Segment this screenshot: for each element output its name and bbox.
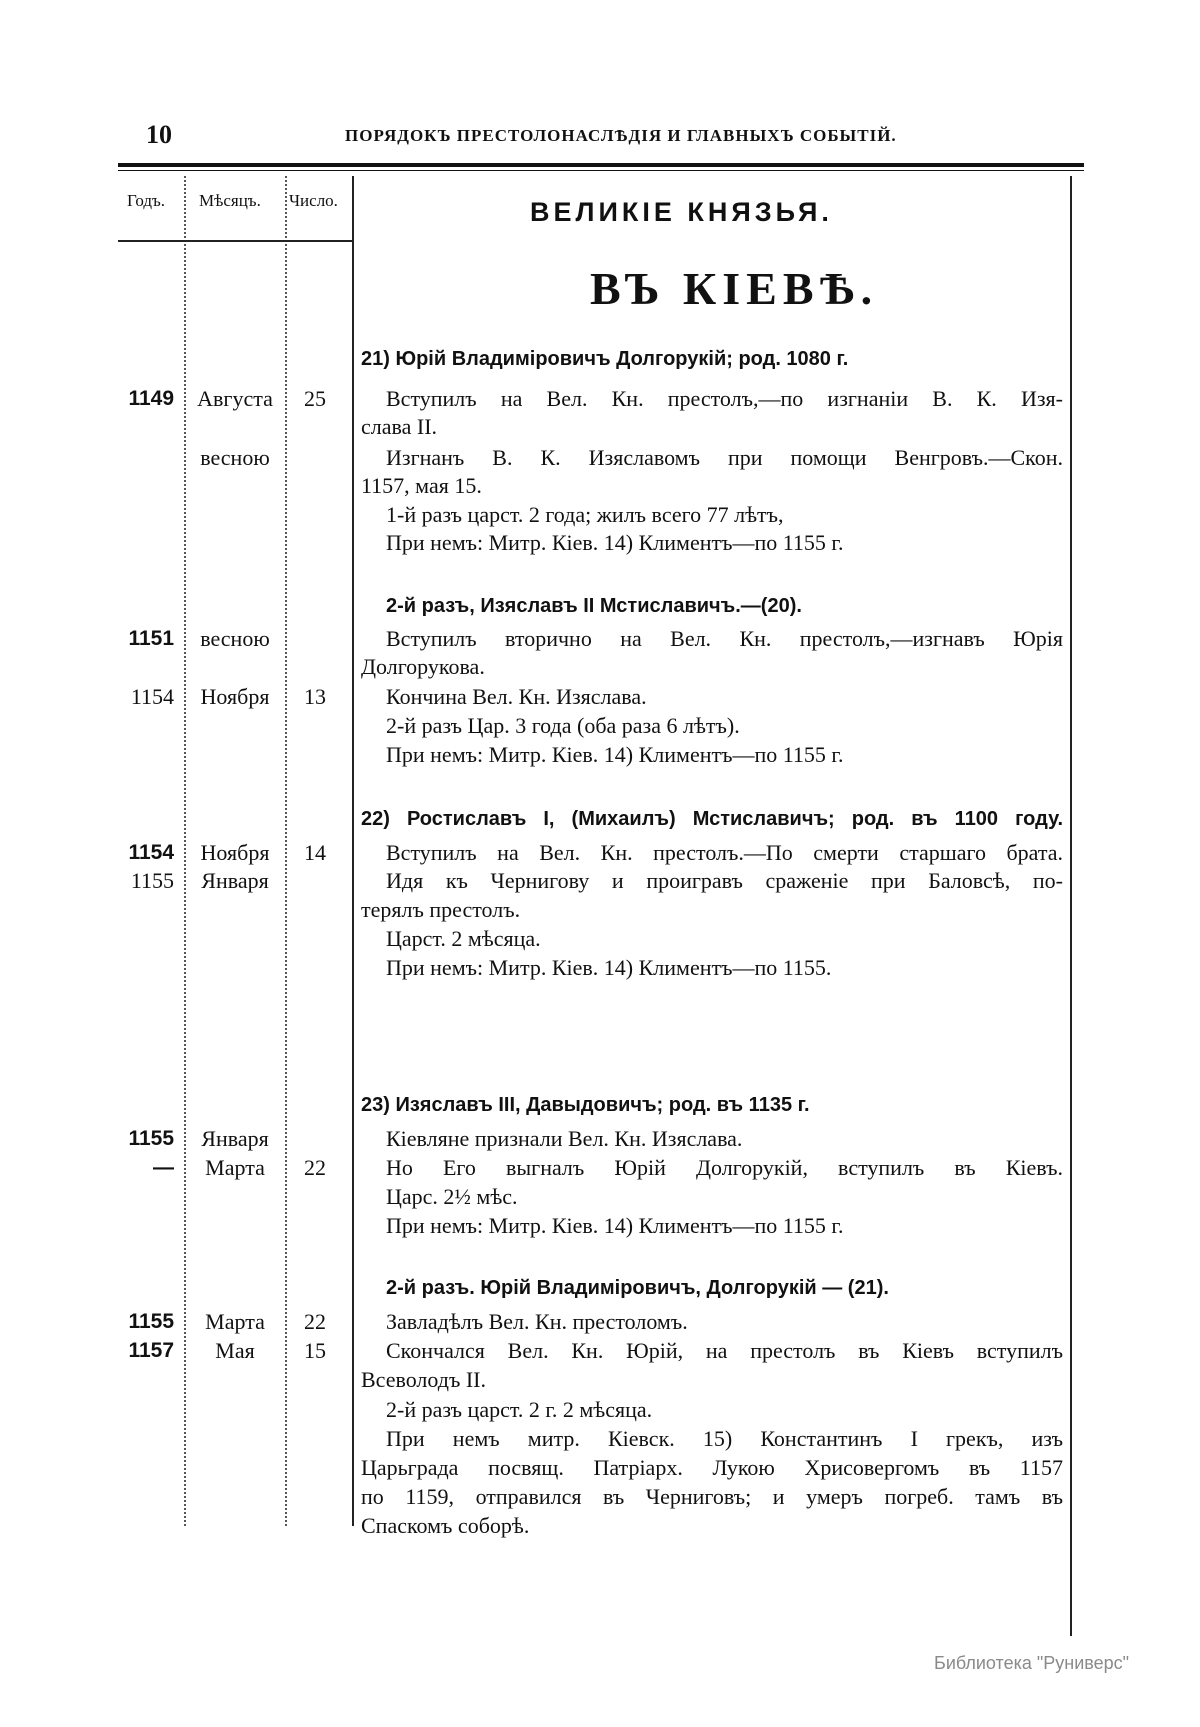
section-title: ВЕЛИКІЕ КНЯЗЬЯ. (530, 197, 833, 227)
entry-line: Спаскомъ соборѣ. (361, 1513, 530, 1538)
header-rule (118, 163, 1084, 167)
column-head-year: Годъ. (127, 191, 166, 210)
page-number: 10 (146, 120, 172, 149)
entry-line: 1149 Августа 25 Вступилъ на Вел. Кн. престолъ,—по изгнаніи В. К. Изя- (128, 386, 1063, 411)
entry-line: — Марта 22 Но Его выгналъ Юрій Долгорукій, вступилъ въ Кіевъ. (153, 1155, 1063, 1180)
entry-line: 23) Изяславъ III, Давыдовичъ; род. въ 1135 г. (361, 1094, 810, 1116)
entry-line: При немъ: Митр. Кіев. 14) Климентъ—по 1155 г. (386, 530, 844, 555)
entry-line: 1155 Марта 22 Завладѣлъ Вел. Кн. престоломъ. (128, 1309, 688, 1334)
entry-line: 1157, мая 15. (361, 473, 482, 498)
section-subtitle: ВЪ КІЕВѢ. (590, 263, 879, 314)
entry-line: 1155 Января Кіевляне признали Вел. Кн. Изяслава. (128, 1126, 743, 1151)
entry-line: 1151 весною Вступилъ вторично на Вел. Кн. престолъ,—изгнавъ Юрія (128, 626, 1063, 651)
entry-line: Царс. 2½ мѣс. (386, 1184, 518, 1209)
entry-line: 2-й разъ Цар. 3 года (оба раза 6 лѣтъ). (386, 713, 740, 738)
entry-line: 1154 Ноября 13 Кончина Вел. Кн. Изяслава. (130, 684, 647, 709)
entry-line: При немъ: Митр. Кіев. 14) Климентъ—по 1155 г. (386, 742, 844, 767)
entry-line: Долгорукова. (361, 654, 485, 679)
entry-line: Всеволодъ II. (361, 1367, 486, 1392)
entry-line: Царст. 2 мѣсяца. (386, 926, 541, 951)
entry-line: При немъ: Митр. Кіев. 14) Климентъ—по 1155 г. (386, 1213, 844, 1238)
column-header-rule (118, 240, 352, 242)
entry-line: по 1159, отправился въ Черниговъ; и умеръ погреб. тамъ въ (361, 1484, 1063, 1509)
entry-line: При немъ: Митр. Кіев. 14) Климентъ—по 1155. (386, 955, 832, 980)
entry-line: 2-й разъ царст. 2 г. 2 мѣсяца. (386, 1397, 653, 1422)
entry-line: терялъ престолъ. (361, 897, 521, 922)
entry-line: Царьграда посвящ. Патріарх. Лукою Хрисовергомъ въ 1157 (361, 1455, 1063, 1480)
entry-line: 21) Юрій Владиміровичъ Долгорукій; род. 1080 г. (361, 348, 849, 370)
header-rule-thin (118, 170, 1084, 171)
entry-line: весною Изгнанъ В. К. Изяславомъ при помощи Венгровъ.—Скон. (200, 445, 1063, 470)
running-title: ПОРЯДОКЪ ПРЕСТОЛОНАСЛѢДІЯ И ГЛАВНЫХЪ СОБЫТІЙ. (345, 126, 897, 145)
entry-line: 1155 Января Идя къ Чернигову и проигравъ сраженіе при Баловсѣ, по- (130, 868, 1063, 893)
column-head-month: Мѣсяцъ. (199, 191, 261, 210)
library-watermark: Библиотека "Руниверс" (934, 1653, 1130, 1673)
entry-line: 1154 Ноября 14 Вступилъ на Вел. Кн. престолъ.—По смерти старшаго брата. (128, 840, 1063, 865)
entry-line: 2-й разъ. Юрій Владиміровичъ, Долгорукій — (21). (386, 1277, 889, 1299)
entry-line: слава II. (361, 414, 438, 439)
column-head-day: Число. (289, 191, 338, 210)
entry-line: 22) Ростиславъ I, (Михаилъ) Мстиславичъ; род. въ 1100 году. (361, 808, 1063, 830)
entry-line: 1-й разъ царст. 2 года; жилъ всего 77 лѣтъ, (386, 502, 784, 527)
entry-line: При немъ митр. Кіевск. 15) Константинъ I грекъ, изъ (386, 1426, 1063, 1451)
entry-line: 2-й разъ, Изяславъ II Мстиславичъ.—(20). (386, 595, 802, 617)
entry-line: 1157 Мая 15 Скончался Вел. Кн. Юрій, на престолъ въ Кіевъ вступилъ (128, 1338, 1063, 1363)
